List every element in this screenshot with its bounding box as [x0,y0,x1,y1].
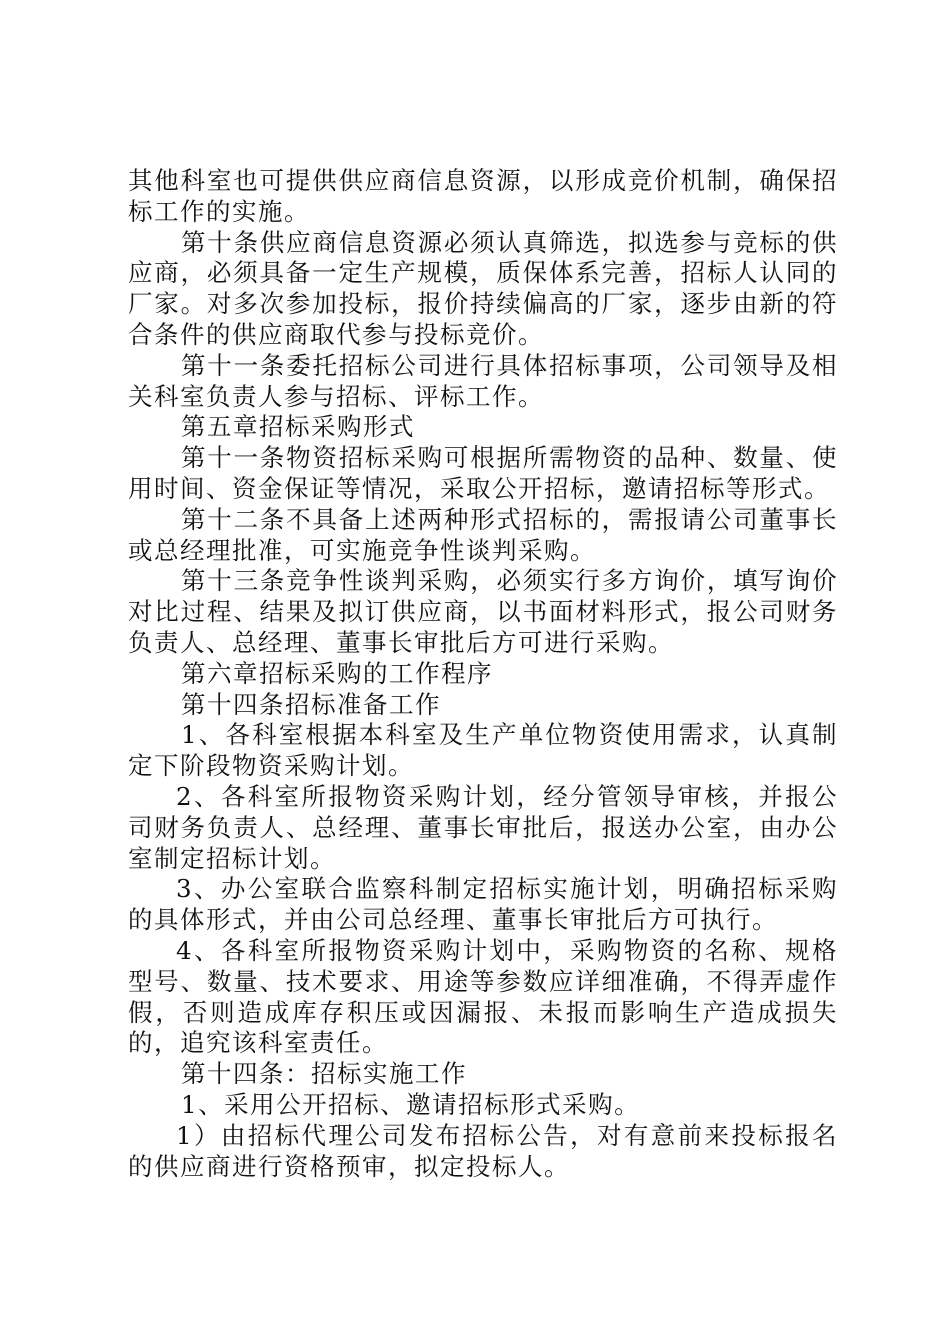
paragraph-article-14-impl: 第十四条：招标实施工作 [181,1059,467,1089]
list-item-2: 2、各科室所报物资采购计划，经分管领导审核，并报公司财务负责人、总经理、董事长审批后，报送办公室，由办公室制定招标计划。 [128,781,838,873]
paragraph-article-13: 第十三条竞争性谈判采购，必须实行多方询价，填写询价对比过程、结果及拟订供应商，以书面材料形式，报公司财务负责人、总经理、董事长审批后方可进行采购。 [128,566,838,657]
list-item-3: 3、办公室联合监察科制定招标实施计划，明确招标采购的具体形式，并由公司总经理、董事长审批后方可执行。 [128,874,838,935]
paragraph-article-14-prep: 第十四条招标准备工作 [181,689,441,719]
list-item-4: 4、各科室所报物资采购计划中，采购物资的名称、规格型号、数量、技术要求、用途等参数应详细准确，不得弄虚作假，否则造成库存积压或因漏报、未报而影响生产造成损失的，追究该科室责任。 [128,935,838,1058]
paragraph-article-10: 第十条供应商信息资源必须认真筛选，拟选参与竞标的供应商，必须具备一定生产规模，质保体系完善，招标人认同的厂家。对多次参加投标，报价持续偏高的厂家，逐步由新的符合条件的供应商取代参与投标竞价。 [128,227,838,349]
paragraph-article-12: 第十二条不具备上述两种形式招标的，需报请公司董事长或总经理批准，可实施竞争性谈判采购。 [128,504,838,565]
document-body [128,166,838,1182]
list-item-1-public-tender: 1、采用公开招标、邀请招标形式采购。 [181,1089,641,1119]
list-item-1-1: 1）由招标代理公司发布招标公告，对有意前来投标报名的供应商进行资格预审，拟定投标人。 [128,1120,838,1181]
paragraph-continuation: 其他科室也可提供供应商信息资源，以形成竞价机制，确保招标工作的实施。 [128,166,838,226]
paragraph-article-11-entrust: 第十一条委托招标公司进行具体招标事项，公司领导及相关科室负责人参与招标、评标工作。 [128,350,838,411]
list-item-1: 1、各科室根据本科室及生产单位物资使用需求，认真制定下阶段物资采购计划。 [128,720,838,781]
paragraph-article-11-forms: 第十一条物资招标采购可根据所需物资的品种、数量、使用时间、资金保证等情况，采取公开招标，邀请招标等形式。 [128,443,838,503]
chapter-6-heading: 第六章招标采购的工作程序 [181,658,493,688]
chapter-5-heading: 第五章招标采购形式 [181,412,415,442]
